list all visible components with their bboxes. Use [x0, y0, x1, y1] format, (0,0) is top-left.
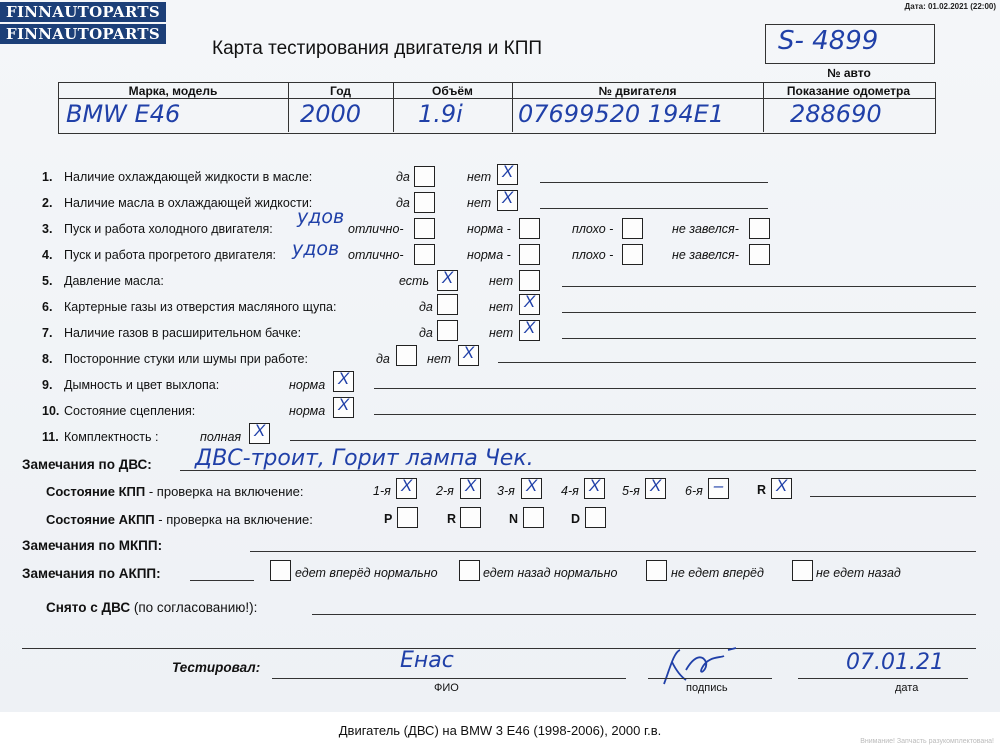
checkbox-gear-3[interactable] [521, 478, 542, 499]
notes-line [250, 551, 976, 552]
notes-line [374, 388, 976, 389]
checkbox-excellent[interactable] [414, 218, 435, 239]
checkbox-forward-ok[interactable] [270, 560, 291, 581]
checkbox-no[interactable] [497, 164, 518, 185]
option-label: отлично- [348, 222, 404, 236]
position-label: N [509, 512, 519, 526]
value-year: 2000 [300, 100, 362, 128]
check-mark-icon: X [523, 292, 536, 311]
option-label: да [419, 326, 433, 340]
fio-label: ФИО [434, 682, 459, 694]
gear-label: 1-я [373, 484, 391, 498]
row-number: 5. [42, 274, 53, 288]
dvs-remarks-value: ДВС-троит, Горит лампа Чек. [195, 446, 534, 471]
notes-line [540, 208, 768, 209]
row-label: Наличие охлаждающей жидкости в масле: [64, 170, 313, 184]
kpp-label [46, 484, 303, 499]
option-label: едет вперёд нормально [295, 566, 438, 580]
dvs-remarks-label: Замечания по ДВС: [22, 457, 152, 472]
checkbox-r[interactable] [460, 507, 481, 528]
checkbox-complete[interactable] [249, 423, 270, 444]
row-label: Наличие газов в расширительном бачке: [64, 326, 302, 340]
gear-label: 2-я [436, 484, 454, 498]
checkbox-gear-2[interactable] [460, 478, 481, 499]
option-label: да [396, 170, 410, 184]
signature-line [272, 678, 626, 679]
table-divider [58, 98, 935, 99]
removed-label [46, 600, 257, 615]
akpp-label-bold: Состояние АКПП [46, 512, 155, 527]
notes-line [190, 580, 254, 581]
checkbox-normal[interactable] [519, 218, 540, 239]
checkbox-bad[interactable] [622, 218, 643, 239]
option-label: норма [289, 404, 326, 418]
check-mark-icon: X [441, 268, 454, 287]
auto-number-label: № авто [827, 66, 871, 80]
notes-line [498, 362, 976, 363]
option-label: да [396, 196, 410, 210]
checkbox-gear-1[interactable] [396, 478, 417, 499]
option-label: норма [289, 378, 326, 392]
tester-name: Енас [400, 648, 454, 673]
signature-label: подпись [686, 682, 728, 694]
checkbox-no-forward[interactable] [646, 560, 667, 581]
row-label: Пуск и работа холодного двигателя: [64, 222, 273, 236]
checkbox-yes[interactable] [396, 345, 417, 366]
signature-line [798, 678, 968, 679]
header-year: Год [330, 84, 351, 98]
option-label: не завелся- [672, 248, 739, 262]
option-label: нет [427, 352, 452, 366]
notes-line [22, 648, 976, 649]
form-title: Карта тестирования двигателя и КПП [212, 38, 543, 59]
row-label: Комплектность : [64, 430, 159, 444]
option-label: едет назад нормально [483, 566, 618, 580]
notes-line [562, 286, 976, 287]
row-number: 6. [42, 300, 53, 314]
row-label: Пуск и работа прогретого двигателя: [64, 248, 276, 262]
header-make-model: Марка, модель [128, 84, 218, 98]
checkbox-no[interactable] [519, 294, 540, 315]
checkbox-yes[interactable] [414, 166, 435, 187]
tested-by-label: Тестировал: [172, 660, 261, 675]
checkbox-no[interactable] [519, 270, 540, 291]
row-number: 3. [42, 222, 53, 236]
mkpp-remarks-label: Замечания по МКПП: [22, 538, 163, 553]
value-make-model: BMW E46 [66, 100, 181, 128]
option-label: плохо - [572, 222, 614, 236]
checkbox-normal[interactable] [333, 371, 354, 392]
akpp-remarks-label: Замечания по АКПП: [22, 566, 161, 581]
akpp-label-rest: - проверка на включение: [154, 512, 313, 527]
gear-label: R [757, 483, 767, 497]
check-mark-icon: X [400, 476, 413, 495]
option-label: плохо - [572, 248, 614, 262]
image-caption: Двигатель (ДВС) на BMW 3 E46 (1998-2006), 2000 г.в. [338, 723, 662, 738]
kpp-label-rest: - проверка на включение: [145, 484, 304, 499]
gear-label: 3-я [497, 484, 515, 498]
checkbox-yes[interactable] [437, 294, 458, 315]
option-label: да [376, 352, 390, 366]
row-label: Дымность и цвет выхлопа: [64, 378, 220, 392]
option-label: нет [489, 326, 514, 340]
row-label: Давление масла: [64, 274, 164, 288]
header-volume: Объём [432, 84, 473, 98]
checkbox-excellent[interactable] [414, 244, 435, 265]
check-mark-icon: X [501, 188, 514, 207]
row-number: 8. [42, 352, 53, 366]
check-mark-icon: X [588, 476, 601, 495]
value-engine-no: 07699520 194E1 [518, 100, 725, 128]
row-label: Наличие масла в охлаждающей жидкости: [64, 196, 313, 210]
checkbox-normal[interactable] [519, 244, 540, 265]
notes-line [374, 414, 976, 415]
row-number: 9. [42, 378, 53, 392]
checkbox-n[interactable] [523, 507, 544, 528]
check-mark-icon: X [775, 476, 788, 495]
checkbox-gear-r[interactable] [771, 478, 792, 499]
signature-line [648, 678, 772, 679]
check-mark-icon: X [337, 395, 350, 414]
checkbox-no[interactable] [497, 190, 518, 211]
position-label: P [384, 512, 393, 526]
option-label: не едет назад [816, 566, 901, 580]
header-odometer: Показание одометра [786, 84, 911, 98]
checkbox-normal[interactable] [333, 397, 354, 418]
checkbox-reverse-ok[interactable] [459, 560, 480, 581]
option-label: отлично- [348, 248, 404, 262]
row-number: 11. [42, 430, 59, 444]
row-label: Посторонние стуки или шумы при работе: [64, 352, 308, 366]
row-number: 4. [42, 248, 53, 262]
check-mark-icon: X [253, 421, 266, 440]
removed-label-bold: Снято с ДВС [46, 600, 131, 615]
handwritten-mark: удов [297, 206, 345, 228]
check-mark-icon: X [649, 476, 662, 495]
watermark-text: Внимание! Запчасть разукомплектована! [860, 738, 994, 745]
row-number: 2. [42, 196, 53, 210]
gear-label: 6-я [685, 484, 703, 498]
gear-label: 5-я [622, 484, 640, 498]
checkbox-d[interactable] [585, 507, 606, 528]
option-label: полная [200, 430, 242, 444]
checkbox-no[interactable] [519, 320, 540, 341]
test-date: 07.01.21 [846, 650, 944, 675]
row-number: 10. [42, 404, 60, 418]
row-number: 1. [42, 170, 53, 184]
notes-line [540, 182, 768, 183]
position-label: D [571, 512, 581, 526]
header-engine-no: № двигателя [598, 84, 677, 98]
notes-line [562, 312, 976, 313]
notes-line [312, 614, 976, 615]
option-label: норма - [467, 248, 511, 262]
option-label: да [419, 300, 433, 314]
option-label: нет [489, 274, 514, 288]
notes-line [290, 440, 976, 441]
logo-text: FINNAUTOPARTS [0, 24, 166, 44]
checkbox-no-start[interactable] [749, 218, 770, 239]
position-label: R [447, 512, 457, 526]
row-number: 7. [42, 326, 53, 340]
akpp-label [46, 512, 313, 527]
value-volume: 1.9i [418, 100, 463, 128]
option-label: не едет вперёд [671, 566, 764, 580]
checkbox-p[interactable] [397, 507, 418, 528]
check-mark-icon: X [337, 369, 350, 388]
row-label: Состояние сцепления: [64, 404, 196, 418]
option-label: не завелся- [672, 222, 739, 236]
check-mark-icon: X [464, 476, 477, 495]
checkbox-yes[interactable] [437, 320, 458, 341]
auto-number-value: S- 4899 [778, 26, 879, 56]
notes-line [810, 496, 976, 497]
option-label: нет [489, 300, 514, 314]
row-label: Картерные газы из отверстия масляного щупа: [64, 300, 337, 314]
checkbox-bad[interactable] [622, 244, 643, 265]
notes-line [562, 338, 976, 339]
check-mark-icon: X [462, 343, 475, 362]
dash-mark-icon: – [713, 476, 724, 495]
handwritten-mark: удов [292, 238, 340, 260]
checkbox-no[interactable] [458, 345, 479, 366]
removed-label-rest: (по согласованию!): [130, 600, 258, 615]
date-label: дата [895, 682, 919, 694]
check-mark-icon: X [525, 476, 538, 495]
checkbox-no-reverse[interactable] [792, 560, 813, 581]
logo-text: FINNAUTOPARTS [0, 2, 166, 22]
option-label: есть [399, 274, 430, 288]
checkbox-gear-6[interactable] [708, 478, 729, 499]
checkbox-gear-5[interactable] [645, 478, 666, 499]
check-mark-icon: X [501, 162, 514, 181]
date-stamp: Дата: 01.02.2021 (22:00) [904, 2, 996, 11]
value-odometer: 288690 [790, 100, 882, 128]
notes-line [180, 470, 976, 471]
checkbox-gear-4[interactable] [584, 478, 605, 499]
check-mark-icon: X [523, 318, 536, 337]
checkbox-yes[interactable] [437, 270, 458, 291]
checkbox-yes[interactable] [414, 192, 435, 213]
option-label: нет [467, 196, 492, 210]
checkbox-no-start[interactable] [749, 244, 770, 265]
option-label: норма - [467, 222, 511, 236]
option-label: нет [467, 170, 492, 184]
gear-label: 4-я [561, 484, 579, 498]
kpp-label-bold: Состояние КПП [46, 484, 146, 499]
